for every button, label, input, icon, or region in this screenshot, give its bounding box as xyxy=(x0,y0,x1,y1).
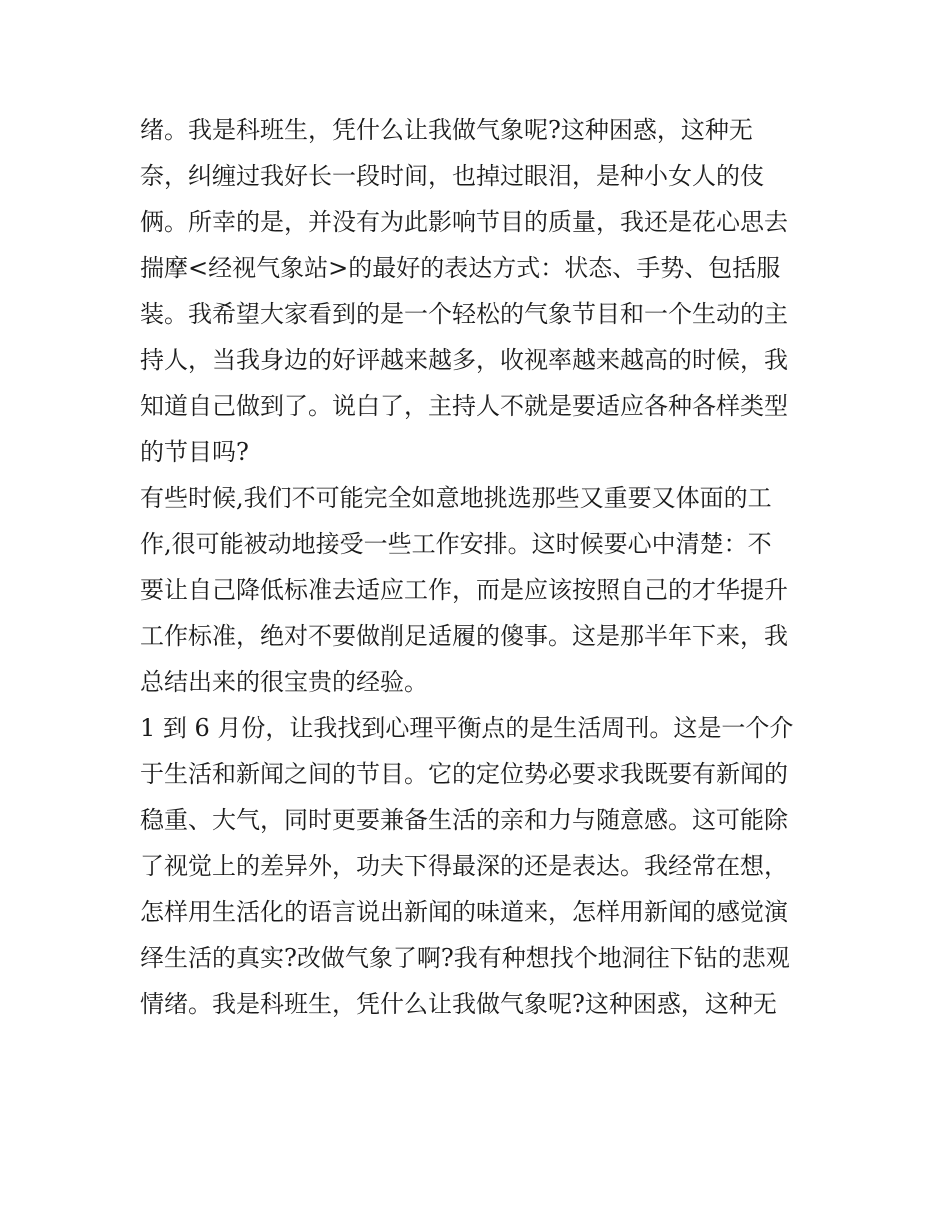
text-line: 情绪。我是科班生，凭什么让我做气象呢?这种困惑，这种无 xyxy=(140,990,777,1018)
text-line: 工作标准，绝对不要做削足适履的傻事。这是那半年下来，我 xyxy=(140,622,788,650)
text-line: 俩。所幸的是，并没有为此影响节目的质量，我还是花心思去 xyxy=(140,208,788,236)
text-line: 要让自己降低标准去适应工作，而是应该按照自己的才华提升 xyxy=(140,576,788,604)
text-line: 持人，当我身边的好评越来越多，收视率越来越高的时候，我 xyxy=(140,346,788,374)
text-line: 装。我希望大家看到的是一个轻松的气象节目和一个生动的主 xyxy=(140,300,788,328)
text-line: 的节目吗? xyxy=(140,438,249,466)
body-text xyxy=(140,107,820,1027)
text-line: 了视觉上的差异外，功夫下得最深的还是表达。我经常在想， xyxy=(140,852,788,880)
text-line: 绪。我是科班生，凭什么让我做气象呢?这种困惑，这种无 xyxy=(140,116,753,144)
text-line: 有些时候,我们不可能完全如意地挑选那些又重要又体面的工 xyxy=(140,484,772,512)
text-line: 1 到 6 月份，让我找到心理平衡点的是生活周刊。这是一个介 xyxy=(140,714,794,742)
text-line: 总结出来的很宝贵的经验。 xyxy=(140,668,428,696)
text-line: 揣摩<经视气象站>的最好的表达方式：状态、手势、包括服 xyxy=(140,254,781,282)
text-line: 奈，纠缠过我好长一段时间，也掉过眼泪，是种小女人的伎 xyxy=(140,162,764,190)
text-line: 于生活和新闻之间的节目。它的定位势必要求我既要有新闻的 xyxy=(140,760,788,788)
text-line: 怎样用生活化的语言说出新闻的味道来，怎样用新闻的感觉演 xyxy=(140,898,788,926)
text-line: 知道自己做到了。说白了，主持人不就是要适应各种各样类型 xyxy=(140,392,788,420)
text-line: 稳重、大气，同时更要兼备生活的亲和力与随意感。这可能除 xyxy=(140,806,788,834)
text-line: 绎生活的真实?改做气象了啊?我有种想找个地洞往下钻的悲观 xyxy=(140,944,790,972)
text-line: 作,很可能被动地接受一些工作安排。这时候要心中清楚：不 xyxy=(140,530,772,558)
